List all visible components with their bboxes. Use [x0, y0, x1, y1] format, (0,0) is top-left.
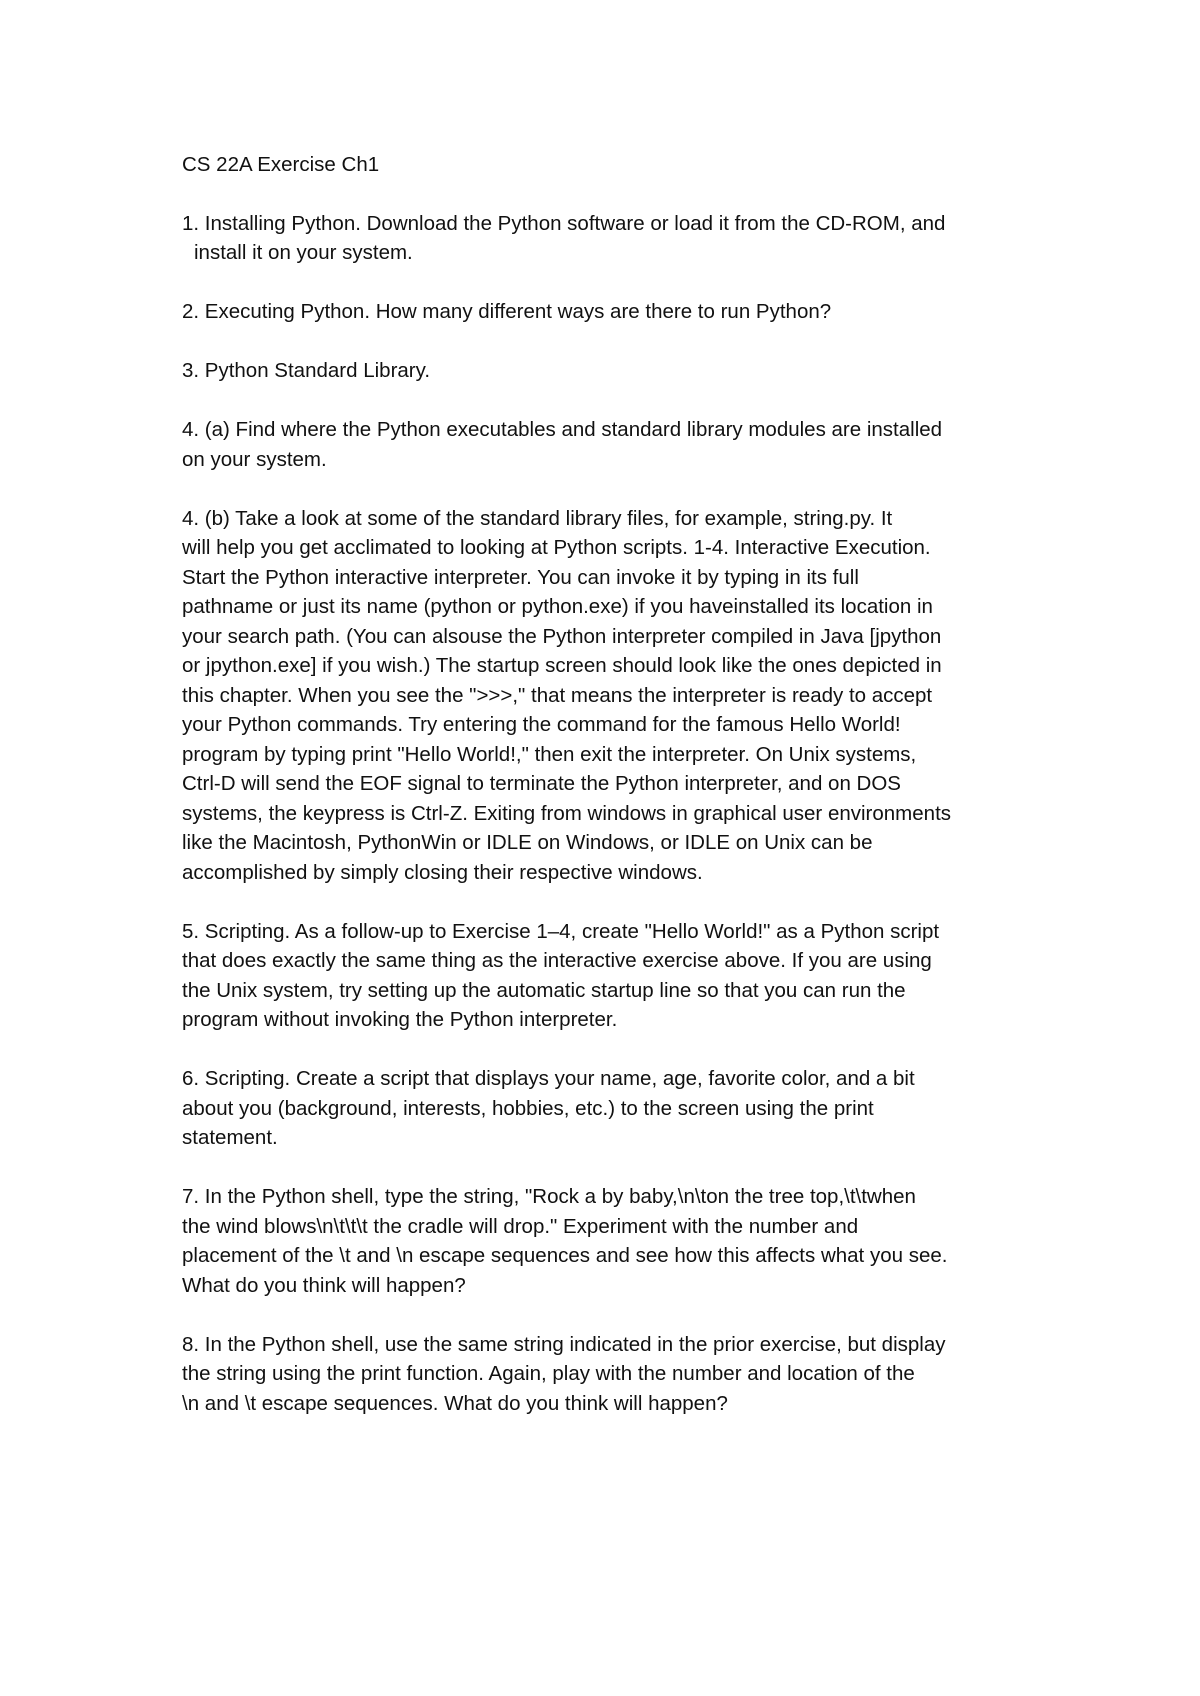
- text-line: on your system.: [182, 447, 327, 471]
- text-line: accomplished by simply closing their respective windows.: [182, 860, 703, 884]
- text-line: program by typing print "Hello World!," then exit the interpreter. On Unix systems,: [182, 742, 917, 766]
- text-line: statement.: [182, 1126, 278, 1149]
- text-line: 5. Scripting. As a follow-up to Exercise 1–4, create "Hello World!" as a Python script: [182, 919, 940, 943]
- text-line: like the Macintosh, PythonWin or IDLE on Windows, or IDLE on Unix can be: [182, 831, 873, 854]
- text-line: the wind blows\n\t\t\t the cradle will drop." Experiment with the number and: [182, 1214, 859, 1238]
- text-line: this chapter. When you see the ">>>," that means the interpreter is ready to accept: [182, 683, 933, 707]
- exercise-4b: [182, 504, 1032, 888]
- text-line: 7. In the Python shell, type the string, "Rock a by baby,\n\ton the tree top,\t\twhen: [182, 1185, 916, 1208]
- text-line: program without invoking the Python interpreter.: [182, 1008, 618, 1031]
- text-line: your search path. (You can alsouse the Python interpreter compiled in Java [jpython: [182, 624, 942, 648]
- text-line: 2. Executing Python. How many different ways are there to run Python?: [182, 300, 832, 323]
- exercise-4a: [182, 415, 1032, 474]
- text-line: about you (background, interests, hobbies, etc.) to the screen using the print: [182, 1096, 874, 1120]
- text-line: the Unix system, try setting up the automatic startup line so that you can run the: [182, 978, 906, 1002]
- exercise-5: [182, 917, 1032, 1035]
- text-line: 6. Scripting. Create a script that displays your name, age, favorite color, and a bit: [182, 1067, 915, 1090]
- document-title: CS 22A Exercise Ch1: [182, 153, 380, 176]
- exercise-6: [182, 1064, 1032, 1153]
- text-line: or jpython.exe] if you wish.) The startup screen should look like the ones depicted in: [182, 654, 942, 677]
- text-line: that does exactly the same thing as the interactive exercise above. If you are using: [182, 949, 932, 972]
- text-line: 4. (b) Take a look at some of the standard library files, for example, string.py. It: [182, 506, 893, 530]
- text-line: systems, the keypress is Ctrl-Z. Exiting from windows in graphical user environments: [182, 801, 952, 825]
- exercise-8: [182, 1330, 1032, 1419]
- text-line: 8. In the Python shell, use the same string indicated in the prior exercise, but display: [182, 1332, 946, 1356]
- exercise-1: [182, 209, 1032, 268]
- text-line: \n and \t escape sequences. What do you think will happen?: [182, 1391, 728, 1415]
- text-line: 1. Installing Python. Download the Python software or load it from the CD-ROM, and: [182, 211, 946, 235]
- text-line: What do you think will happen?: [182, 1273, 466, 1297]
- text-line: the string using the print function. Again, play with the number and location of the: [182, 1362, 915, 1385]
- document-content: [182, 150, 1032, 1448]
- exercise-3: [182, 356, 1032, 386]
- text-line: install it on your system.: [194, 241, 413, 264]
- text-line: 3. Python Standard Library.: [182, 359, 431, 382]
- text-line: 4. (a) Find where the Python executables and standard library modules are installed: [182, 418, 943, 441]
- text-line: pathname or just its name (python or python.exe) if you haveinstalled its location in: [182, 595, 933, 618]
- text-line: will help you get acclimated to looking at Python scripts. 1-4. Interactive Execution.: [182, 536, 931, 559]
- text-line: your Python commands. Try entering the command for the famous Hello World!: [182, 713, 901, 736]
- exercise-2: [182, 297, 1032, 327]
- exercise-7: [182, 1182, 1032, 1300]
- text-line: Start the Python interactive interpreter. You can invoke it by typing in its full: [182, 565, 859, 589]
- text-line: Ctrl-D will send the EOF signal to terminate the Python interpreter, and on DOS: [182, 772, 901, 795]
- text-line: placement of the \t and \n escape sequences and see how this affects what you see.: [182, 1244, 948, 1267]
